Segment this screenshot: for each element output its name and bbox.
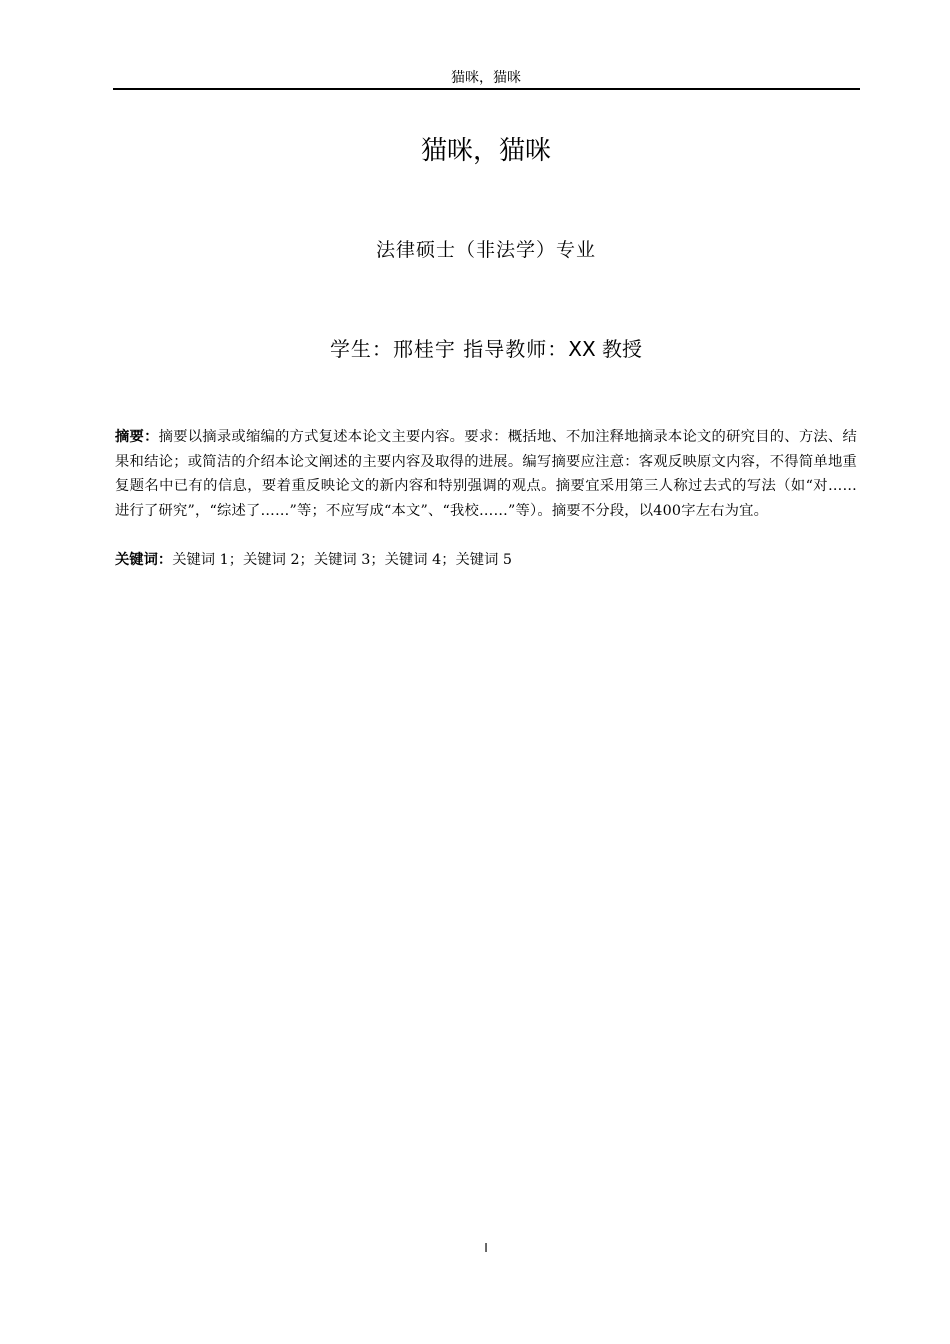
author-line: [113, 335, 859, 363]
keywords-line: [115, 548, 857, 573]
program-name: 法律硕士（非法学）专业: [375, 239, 596, 261]
advisor-label: 指导教师：: [463, 337, 569, 361]
student-label: 学生：: [329, 337, 393, 361]
abstract-paragraph: [115, 425, 857, 523]
page-number: I: [484, 1241, 488, 1255]
document-title: 猫咪，猫咪: [420, 136, 551, 166]
student-name: 邢桂宇: [392, 337, 456, 361]
advisor-name: XX 教授: [568, 337, 643, 361]
keywords-text: 关键词 1；关键词 2；关键词 3；关键词 4；关键词 5: [172, 552, 513, 568]
running-header: 猫咪，猫咪: [451, 70, 521, 86]
abstract-label: 摘要：: [115, 429, 159, 445]
abstract-text: 摘要以摘录或缩编的方式复述本论文主要内容。要求：概括地、不加注释地摘录本论文的研究目的、方法、结果和结论；或简洁的介绍本论文阐述的主要内容及取得的进展。编写摘要应注意：客观反映原文内容，不得简单地重复题名中已有的信息，要着重反映论文的新内容和特别强调的观点。摘要宜采用第三人称过去式的写法（如“对……进行了研究”，“综述了……”等；不应写成“本文”、“我校……”等）。摘要不分段，以400字左右为宜。: [115, 429, 857, 519]
keywords-label: 关键词：: [115, 552, 173, 568]
header-rule: [113, 88, 860, 90]
